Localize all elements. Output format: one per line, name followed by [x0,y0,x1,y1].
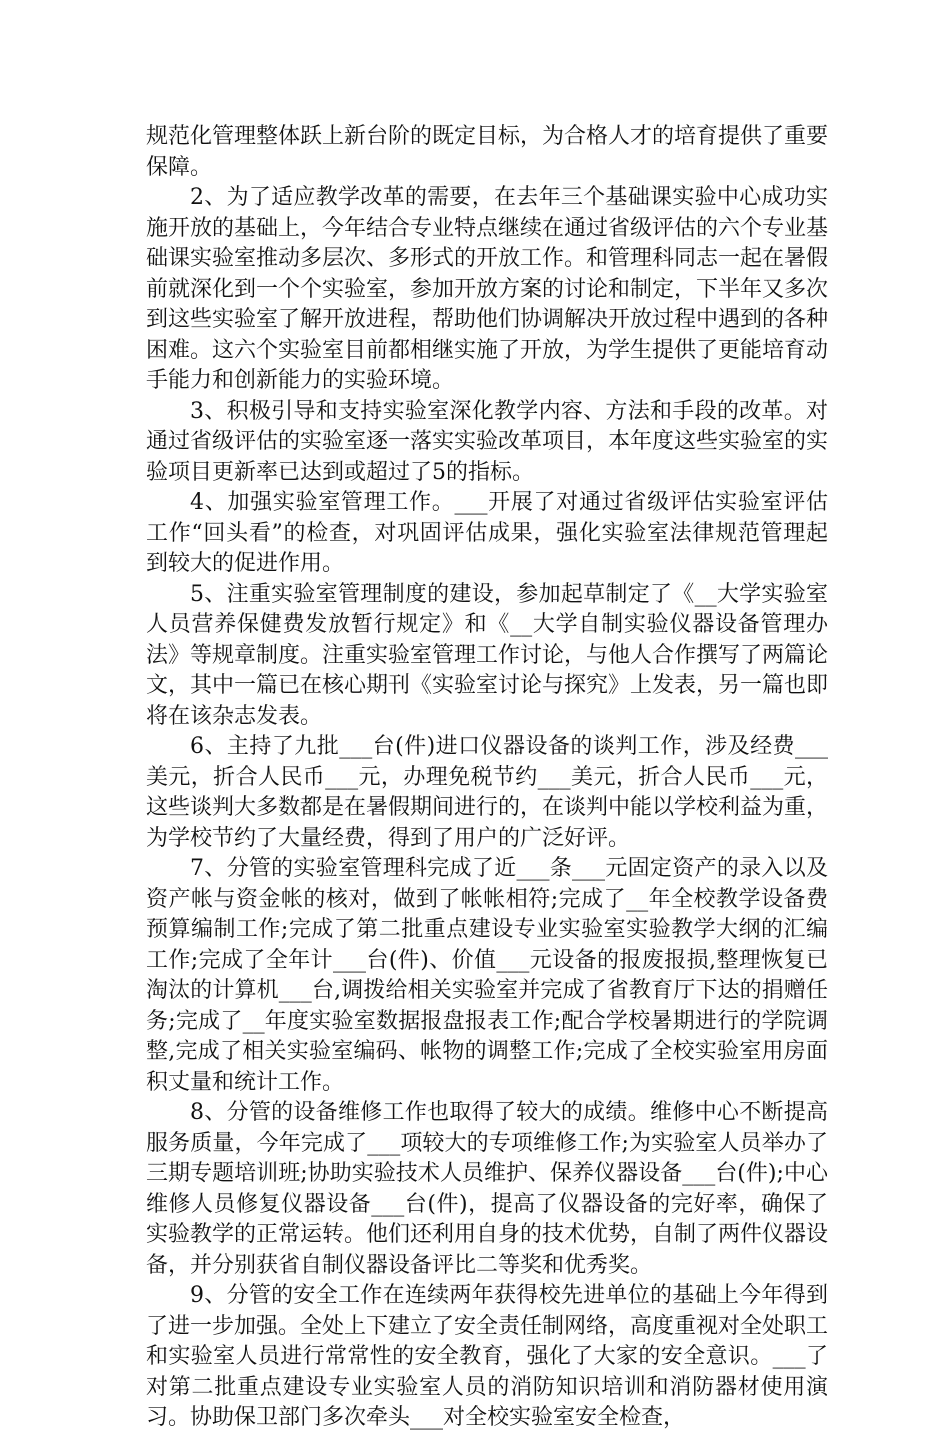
paragraph-item-4: 4、加强实验室管理工作。___开展了对通过省级评估实验室评估工作“回头看”的检查，对巩固评估成果，强化实验室法律规范管理起到较大的促进作用。 [146,490,828,576]
paragraph-item-2: 2、为了适应教学改革的需要，在去年三个基础课实验中心成功实施开放的基础上，今年结合专业特点继续在通过省级评估的六个专业基础课实验室推动多层次、多形式的开放工作。和管理科同志一起在暑假前就深化到一个个实验室，参加开放方案的讨论和制定，下半年又多次到这些实验室了解开放进程，帮助他们协调解决开放过程中遇到的各种困难。这六个实验室目前都相继实施了开放，为学生提供了更能培育动手能力和创新能力的实验环境。 [146,185,829,393]
paragraph-item-9: 9、分管的安全工作在连续两年获得校先进单位的基础上今年得到了进一步加强。全处上下建立了安全责任制网络，高度重视对全处职工和实验室人员进行常常性的安全教育，强化了大家的安全意识。___了对第二批重点建设专业实验室人员的消防知识培训和消防器材使用演习。协助保卫部门多次牵头___对全校实验室安全检查， [146,1283,829,1430]
paragraph-item-5: 5、注重实验室管理制度的建设，参加起草制定了《__大学实验室人员营养保健费发放暂行规定》和《__大学自制实验仪器设备管理办法》等规章制度。注重实验室管理工作讨论，与他人合作撰写了两篇论文，其中一篇已在核心期刊《实验室讨论与探究》上发表，另一篇也即将在该杂志发表。 [146,581,829,729]
paragraph-continuation: 规范化管理整体跃上新台阶的既定目标，为合格人才的培育提供了重要保障。 [146,124,829,180]
paragraph-item-8: 8、分管的设备维修工作也取得了较大的成绩。维修中心不断提高服务质量，今年完成了___项较大的专项维修工作;为实验室人员举办了三期专题培训班;协助实验技术人员维护、保养仪器设备___台(件);中心维修人员修复仪器设备___台(件)，提高了仪器设备的完好率，确保了实验教学的正常运转。他们还利用自身的技术优势，自制了两件仪器设备，并分别获省自制仪器设备评比二等奖和优秀奖。 [146,1100,829,1278]
paragraph-item-7: 7、分管的实验室管理科完成了近___条___元固定资产的录入以及资产帐与资金帐的核对，做到了帐帐相符;完成了__年全校教学设备费预算编制工作;完成了第二批重点建设专业实验室实验教学大纲的汇编工作;完成了全年计___台(件)、价值___元设备的报废报损,整理恢复已淘汰的计算机___台,调拨给相关实验室并完成了省教育厅下达的捐赠任务;完成了__年度实验室数据报盘报表工作;配合学校暑期进行的学院调整,完成了相关实验室编码、帐物的调整工作;完成了全校实验室用房面积丈量和统计工作。 [146,856,828,1095]
paragraph-item-6: 6、主持了九批___台(件)进口仪器设备的谈判工作，涉及经费___美元，折合人民币___元，办理免税节约___美元，折合人民币___元，这些谈判大多数都是在暑假期间进行的，在谈判中能以学校利益为重，为学校节约了大量经费，得到了用户的广泛好评。 [146,734,829,851]
document-body [146,122,828,1434]
paragraph-item-3: 3、积极引导和支持实验室深化教学内容、方法和手段的改革。对通过省级评估的实验室逐一落实实验改革项目，本年度这些实验室的实验项目更新率已达到或超过了5的指标。 [146,398,829,485]
